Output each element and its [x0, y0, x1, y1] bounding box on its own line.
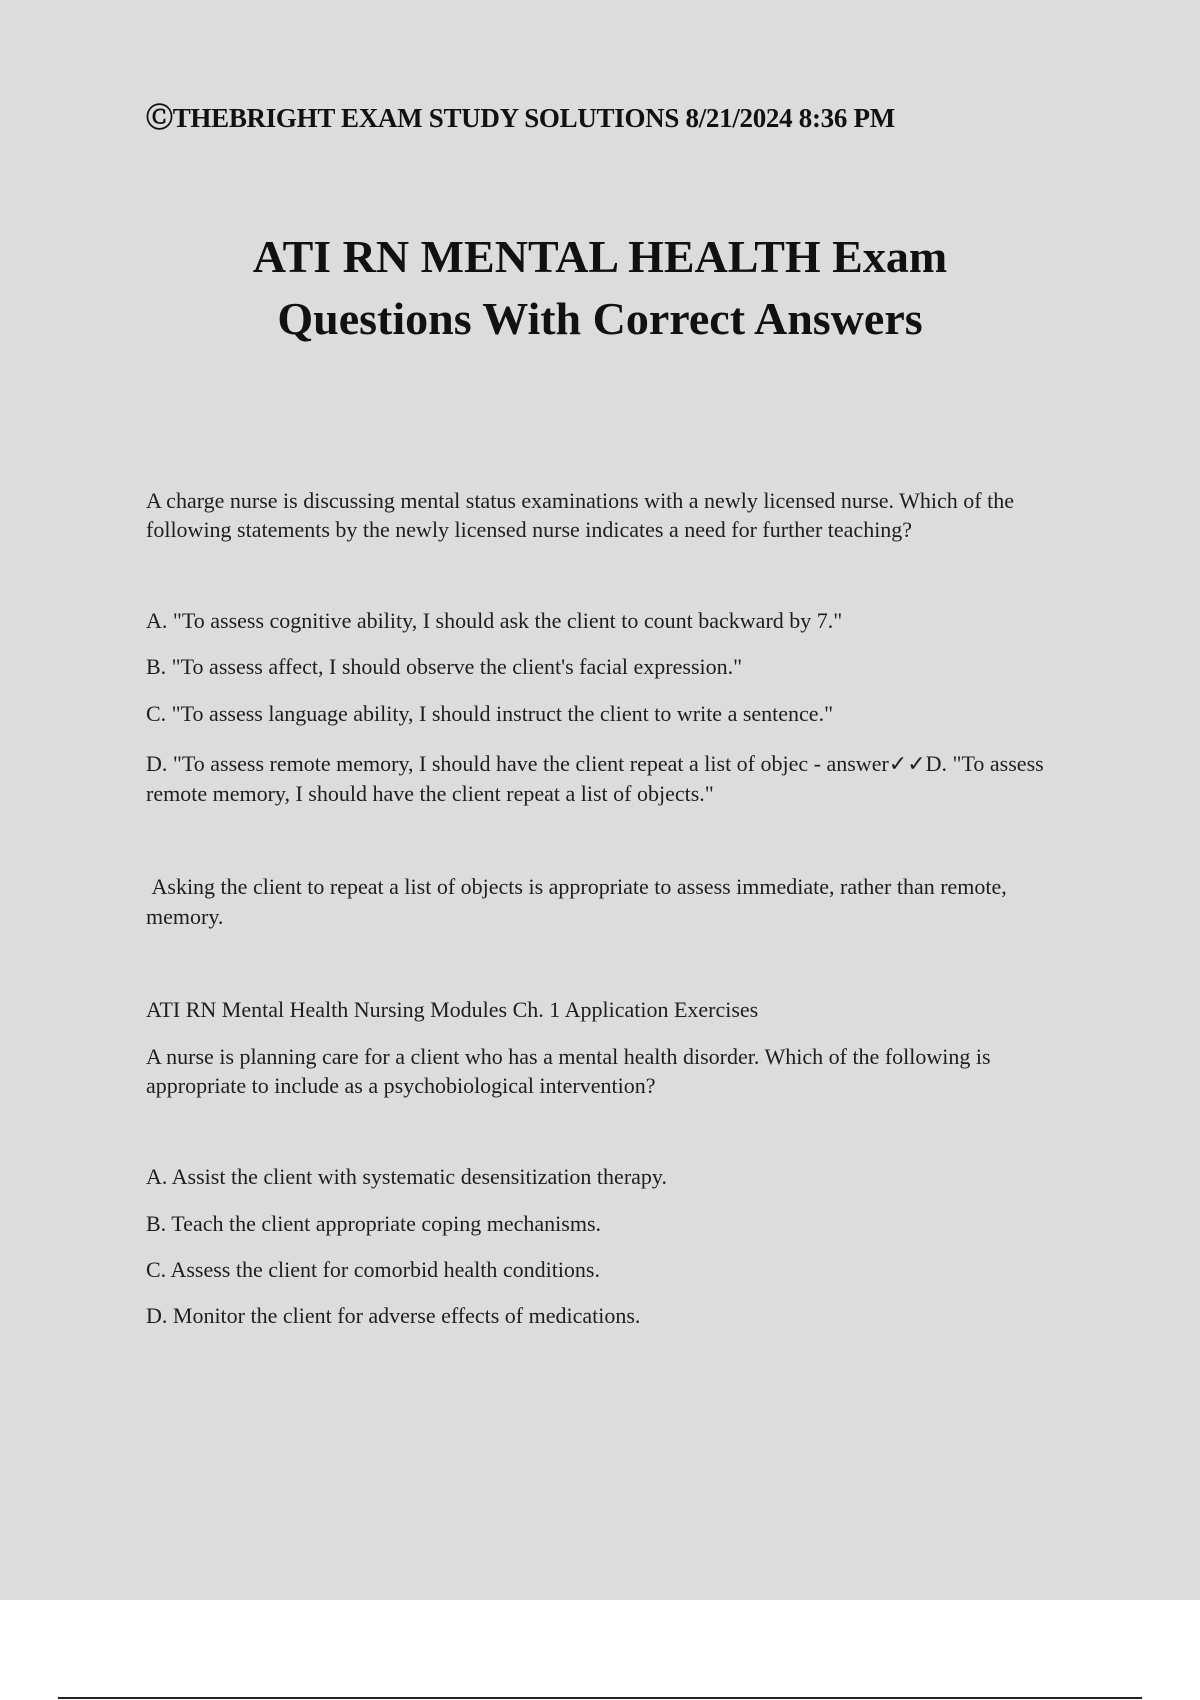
title-line-2: Questions With Correct Answers	[277, 293, 923, 344]
question-2-option-d: D. Monitor the client for adverse effects of medications.	[146, 1303, 641, 1328]
question-1-stem: A charge nurse is discussing mental status examinations with a newly licensed nurse. Which of the following statements by the newly licensed nurse indicates a need for further teaching?	[146, 488, 1015, 542]
question-1-option-c: C. "To assess language ability, I should instruct the client to write a sentence."	[146, 701, 834, 726]
copyright-header: ⒸTHEBRIGHT EXAM STUDY SOLUTIONS 8/21/2024 8:36 PM	[146, 103, 895, 133]
title-line-1: ATI RN MENTAL HEALTH Exam	[252, 231, 948, 282]
footer-divider	[58, 1697, 1142, 1699]
section-heading: ATI RN Mental Health Nursing Modules Ch. 1 Application Exercises	[146, 997, 759, 1022]
question-2-stem: A nurse is planning care for a client who has a mental health disorder. Which of the following is appropriate to include as a psychobiological intervention?	[146, 1044, 991, 1098]
question-1-option-d-answer: D. "To assess remote memory, I should have the client repeat a list of objec - answer✓✓D. "To assess remote memory, I should have the client repeat a list of objects."	[146, 751, 1044, 806]
question-1-option-a: A. "To assess cognitive ability, I should ask the client to count backward by 7."	[146, 608, 843, 633]
document-title	[100, 226, 1100, 350]
question-2-option-c: C. Assess the client for comorbid health conditions.	[146, 1257, 600, 1282]
question-1-option-b: B. "To assess affect, I should observe the client's facial expression."	[146, 654, 743, 679]
question-2-option-a: A. Assist the client with systematic desensitization therapy.	[146, 1164, 667, 1189]
question-1-rationale: Asking the client to repeat a list of objects is appropriate to assess immediate, rather than remote, memory.	[146, 874, 1013, 929]
question-2-option-b: B. Teach the client appropriate coping mechanisms.	[146, 1211, 602, 1236]
